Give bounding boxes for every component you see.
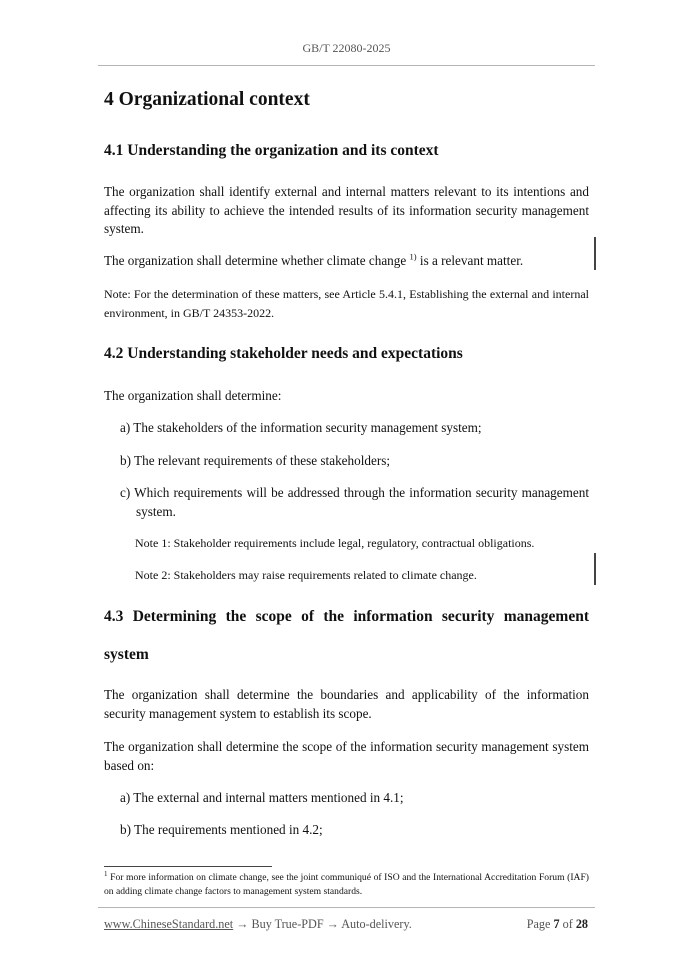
buy-link[interactable]: Buy True-PDF — [251, 917, 324, 931]
site-link[interactable]: www.ChineseStandard.net — [104, 917, 234, 931]
arrow-icon: → — [323, 917, 342, 931]
paragraph-4-1-climate — [104, 252, 574, 271]
subsection-4-3-title-line1: 4.3 Determining the scope of the information security management — [104, 608, 589, 625]
footer-rule — [98, 907, 595, 908]
delivery-text: Auto-delivery. — [341, 917, 412, 931]
change-bar — [594, 553, 596, 585]
note-4-2-1: Note 1: Stakeholder requirements include legal, regulatory, contractual obligations. — [135, 536, 535, 550]
subsection-4-1-title: 4.1 Understanding the organization and its context — [104, 142, 439, 159]
page-total: 28 — [575, 917, 588, 931]
page-current: 7 — [553, 917, 560, 931]
page-of: of — [562, 917, 573, 931]
subsection-4-3-title-line2: system — [104, 646, 149, 663]
climate-text-after: is a relevant matter. — [416, 253, 524, 268]
paragraph-4-3-boundaries: The organization shall determine the boundaries and applicability of the information security management system to establish its scope. — [104, 687, 589, 721]
subsection-4-2-title: 4.2 Understanding stakeholder needs and expectations — [104, 345, 463, 362]
footnote — [104, 871, 589, 899]
note-4-1: Note: For the determination of these matters, see Article 5.4.1, Establishing the external and internal environment, in GB/T 24353-2022. — [104, 287, 589, 320]
section-title: 4 Organizational context — [104, 89, 310, 110]
footnote-reference[interactable]: 1) — [409, 251, 417, 262]
paragraph-4-1-context: The organization shall identify external and internal matters relevant to its intentions and affecting its ability to achieve the intended results of its information security management system. — [104, 184, 589, 236]
page-label: Page — [526, 917, 551, 931]
footnote-text: For more information on climate change, see the joint communiqué of ISO and the International Accreditation Forum (IAF) on adding climate change factors to management system standards. — [104, 872, 589, 897]
list-item-4-2-a: a) The stakeholders of the information security management system; — [120, 420, 482, 435]
change-bar — [594, 237, 596, 270]
list-item-4-3-a: a) The external and internal matters mentioned in 4.1; — [120, 790, 404, 805]
footnote-marker: 1 — [104, 869, 108, 878]
list-item-4-3-b: b) The requirements mentioned in 4.2; — [120, 822, 323, 837]
header-rule — [98, 65, 595, 66]
footnote-rule — [104, 866, 272, 867]
page-number — [500, 917, 588, 932]
climate-text-before: The organization shall determine whether climate change — [104, 253, 410, 268]
note-4-2-2: Note 2: Stakeholders may raise requirements related to climate change. — [135, 568, 477, 582]
running-header: GB/T 22080-2025 — [302, 41, 391, 55]
footer-links — [104, 917, 412, 932]
list-item-4-2-b: b) The relevant requirements of these stakeholders; — [120, 453, 391, 468]
list-item-4-2-c — [120, 484, 589, 521]
paragraph-4-3-scope: The organization shall determine the scope of the information security management system based on: — [104, 739, 589, 773]
paragraph-4-2-intro: The organization shall determine: — [104, 388, 282, 403]
arrow-icon: → — [233, 917, 252, 931]
list-item-4-2-c-text: c) Which requirements will be addressed through the information security management system. — [120, 485, 589, 519]
